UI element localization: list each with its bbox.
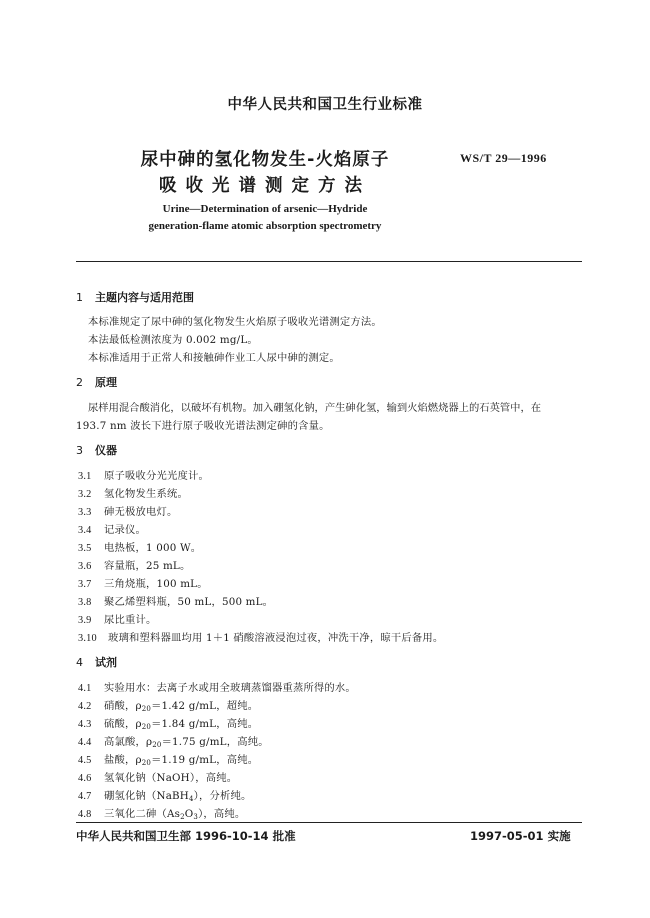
item-number: 3.4 (78, 525, 92, 536)
header-divider (76, 261, 582, 262)
item-number: 4.4 (78, 737, 92, 748)
item-text: 尿比重计。 (104, 614, 157, 626)
paragraph: 本标准规定了尿中砷的氢化物发生火焰原子吸收光谱测定方法。 (88, 316, 382, 328)
item-number: 4.5 (78, 755, 92, 766)
paragraph: 尿样用混合酸消化，以破坏有机物。加入硼氢化钠，产生砷化氢，输到火焰燃烧器上的石英管中，在 (88, 402, 542, 414)
section-title: 仪器 (95, 444, 117, 457)
standard-category-title: 中华人民共和国卫生行业标准 (227, 97, 423, 113)
item-text: 玻璃和塑料器皿均用 1＋1 硝酸溶液浸泡过夜，冲洗干净，晾干后备用。 (108, 632, 444, 644)
item-number: 4.6 (78, 773, 92, 784)
item-number: 3.10 (78, 633, 97, 644)
list-item (78, 503, 177, 518)
list-item (78, 679, 356, 694)
subscript: 20 (141, 723, 152, 731)
item-number: 3.1 (78, 471, 92, 482)
item-text: 硫酸，ρ (104, 718, 142, 730)
item-number: 3.8 (78, 597, 92, 608)
item-text: ＝1.42 g/mL，超纯。 (151, 700, 259, 712)
english-title-line2: generation-flame atomic absorption spectrometry (148, 220, 382, 232)
english-title-line1: Urine—Determination of arsenic—Hydride (162, 203, 368, 215)
list-item (78, 733, 269, 748)
item-number: 3.3 (78, 507, 92, 518)
subscript: 20 (152, 741, 162, 749)
approval-info: 中华人民共和国卫生部 1996-10-14 批准 (76, 829, 296, 843)
section-1-heading (76, 289, 194, 305)
paragraph: 本标准适用于正常人和接触砷作业工人尿中砷的测定。 (88, 352, 340, 364)
item-text: 砷无极放电灯。 (104, 506, 178, 518)
item-text: 记录仪。 (104, 524, 146, 536)
item-text: O (184, 808, 194, 820)
paragraph: 本法最低检测浓度为 0.002 mg/L。 (88, 334, 258, 346)
section-title: 原理 (95, 376, 117, 389)
item-text: 盐酸，ρ (104, 754, 142, 766)
item-number: 4.7 (78, 791, 92, 802)
item-number: 4.2 (78, 701, 92, 712)
document-title-line2: 吸收光谱测定方法 (159, 176, 371, 196)
list-item (78, 787, 251, 802)
section-4-heading (76, 654, 117, 670)
item-number: 3.2 (78, 489, 92, 500)
item-text: 实验用水：去离子水或用全玻璃蒸馏器重蒸所得的水。 (104, 682, 356, 694)
item-text: 电热板，1 000 W。 (104, 542, 202, 554)
item-text: 三氧化二砷（As (104, 808, 181, 820)
item-text: ），分析纯。 (193, 790, 252, 802)
subscript: 20 (141, 705, 152, 713)
document-title-line1: 尿中砷的氢化物发生-火焰原子 (140, 150, 390, 170)
standard-code: WS/T 29—1996 (460, 151, 547, 165)
list-item (78, 751, 258, 766)
item-text: ＝1.84 g/mL，高纯。 (151, 718, 259, 730)
list-item (78, 467, 209, 482)
section-number: 2 (76, 376, 83, 389)
list-item (78, 521, 146, 536)
implementation-date: 1997-05-01 实施 (470, 829, 571, 843)
item-number: 3.7 (78, 579, 92, 590)
item-text: 容量瓶，25 mL。 (104, 560, 191, 572)
item-number: 4.8 (78, 809, 92, 820)
item-number: 3.6 (78, 561, 92, 572)
item-text: 硼氢化钠（NaBH (104, 790, 189, 802)
item-number: 4.1 (78, 683, 92, 694)
item-text: 原子吸收分光光度计。 (104, 470, 209, 482)
section-2-heading (76, 374, 117, 390)
section-title: 主题内容与适用范围 (95, 291, 194, 304)
list-item (78, 697, 258, 712)
list-item (78, 485, 188, 500)
subscript: 2 (180, 813, 185, 821)
item-text: ＝1.19 g/mL，高纯。 (151, 754, 259, 766)
item-text: 氢化物发生系统。 (104, 488, 188, 500)
item-text: ），高纯。 (198, 808, 246, 820)
list-item (78, 715, 258, 730)
list-item (78, 805, 245, 820)
list-item (78, 769, 237, 784)
subscript: 20 (141, 759, 152, 767)
list-item (78, 539, 201, 554)
item-text: 三角烧瓶，100 mL。 (104, 578, 208, 590)
item-number: 3.9 (78, 615, 92, 626)
section-number: 4 (76, 656, 83, 669)
list-item (78, 629, 443, 644)
paragraph: 193.7 nm 波长下进行原子吸收光谱法测定砷的含量。 (76, 420, 330, 432)
list-item (78, 593, 273, 608)
item-text: ＝1.75 g/mL，高纯。 (161, 736, 269, 748)
subscript: 4 (188, 795, 194, 803)
item-text: 硝酸，ρ (104, 700, 142, 712)
item-text: 聚乙烯塑料瓶，50 mL，500 mL。 (104, 596, 274, 608)
item-number: 4.3 (78, 719, 92, 730)
item-text: 高氯酸，ρ (104, 736, 153, 748)
item-number: 3.5 (78, 543, 92, 554)
section-number: 3 (76, 444, 83, 457)
list-item (78, 557, 190, 572)
footer-divider (76, 822, 582, 823)
section-number: 1 (76, 291, 83, 304)
item-text: 氢氧化钠（NaOH），高纯。 (104, 772, 238, 784)
subscript: 3 (193, 813, 199, 821)
list-item (78, 611, 156, 626)
section-3-heading (76, 442, 117, 458)
section-title: 试剂 (95, 656, 117, 669)
list-item (78, 575, 208, 590)
